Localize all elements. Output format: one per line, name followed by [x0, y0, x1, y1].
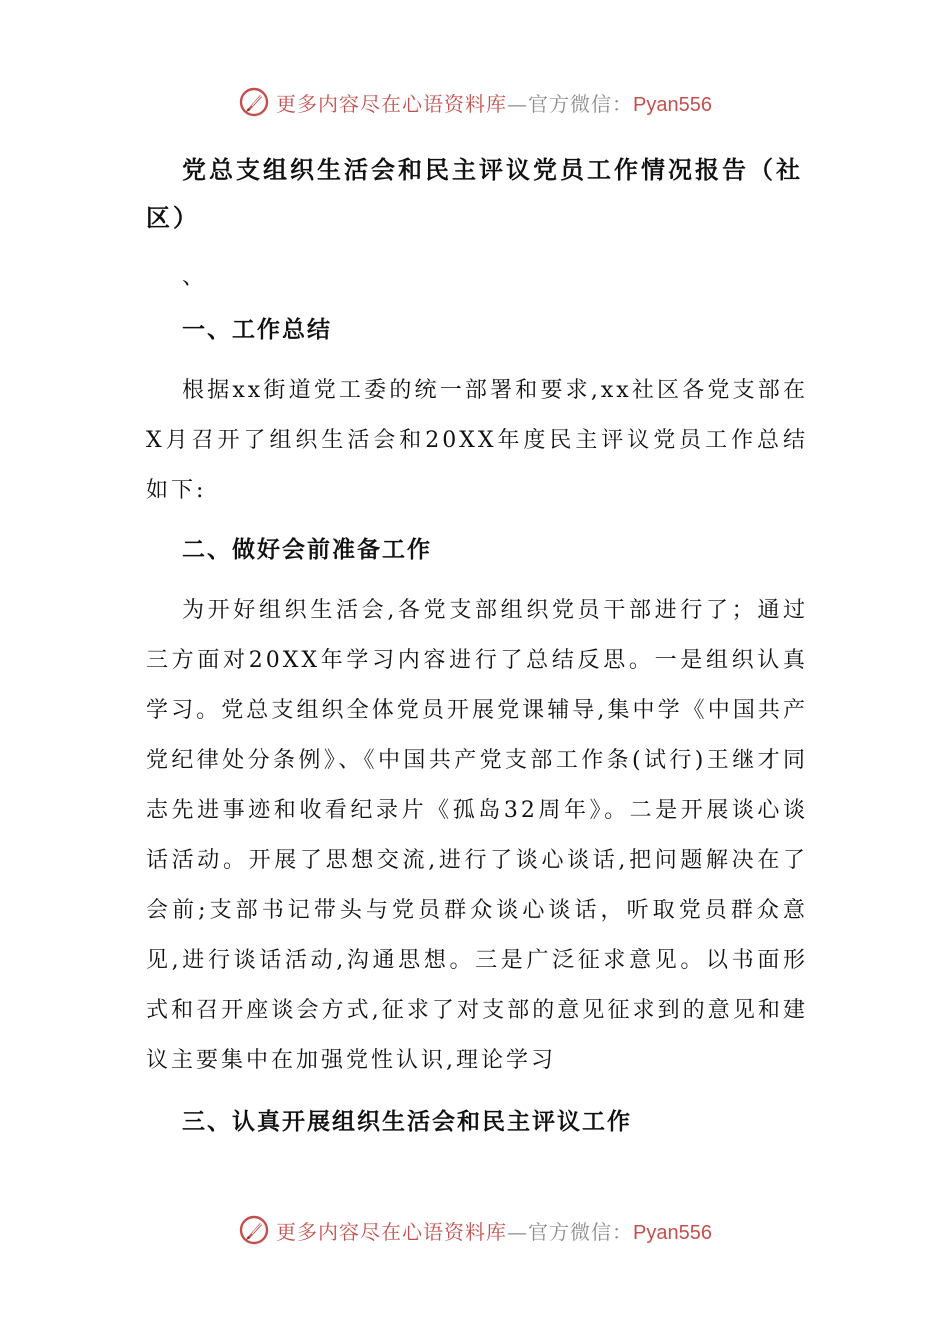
watermark-account: Pyan556	[633, 93, 712, 116]
section-paragraph-2: 为开好组织生活会,各党支部组织党员干部进行了；通过三方面对20XX年学习内容进行了总结反思。一是组织认真学习。党总支组织全体党员开展党课辅导,集中学《中国共产党纪律处分条例》、《中国共产党支部工作条(试行)王继才同志先进事迹和收看纪录片《孤岛32周年》。二是开展谈心谈话活动。开展了思想交流,进行了谈心谈话,把问题解决在了会前;支部书记带头与党员群众谈心谈话，听取党员群众意见,进行谈话活动,沟通思想。三是广泛征求意见。以书面形式和召开座谈会方式,征求了对支部的意见征求到的意见和建议主要集中在加强党性认识,理论学习	[146, 598, 808, 1073]
watermark-separator: —	[507, 1219, 529, 1244]
watermark-official-label: 官方微信：	[528, 91, 634, 116]
watermark-account: Pyan556	[633, 1221, 712, 1244]
quill-logo-icon	[238, 1214, 270, 1246]
document-title: 党总支组织生活会和民主评议党员工作情况报告（社区）	[146, 156, 803, 232]
watermark-banner-inner	[238, 86, 712, 118]
header-watermark-banner	[0, 82, 950, 122]
stray-comma-line: 、	[182, 265, 205, 290]
section-paragraph-1: 根据xx街道党工委的统一部署和要求,xx社区各党支部在X月召开了组织生活会和20XX年度民主评议党员工作总结如下:	[146, 378, 808, 503]
watermark-official-label: 官方微信：	[528, 1219, 634, 1244]
section-heading-2: 二、做好会前准备工作	[182, 537, 432, 563]
watermark-separator: —	[507, 91, 529, 116]
document-body	[146, 146, 808, 1144]
quill-logo-icon	[238, 86, 270, 118]
watermark-site-text: 更多内容尽在心语资料库	[276, 1219, 508, 1244]
watermark-text	[276, 1216, 712, 1245]
watermark-banner-inner	[238, 1214, 712, 1246]
footer-watermark-banner	[0, 1210, 950, 1250]
watermark-text	[276, 88, 712, 117]
watermark-site-text: 更多内容尽在心语资料库	[276, 91, 508, 116]
section-heading-1: 一、工作总结	[182, 317, 332, 343]
section-heading-3: 三、认真开展组织生活会和民主评议工作	[182, 1109, 632, 1135]
